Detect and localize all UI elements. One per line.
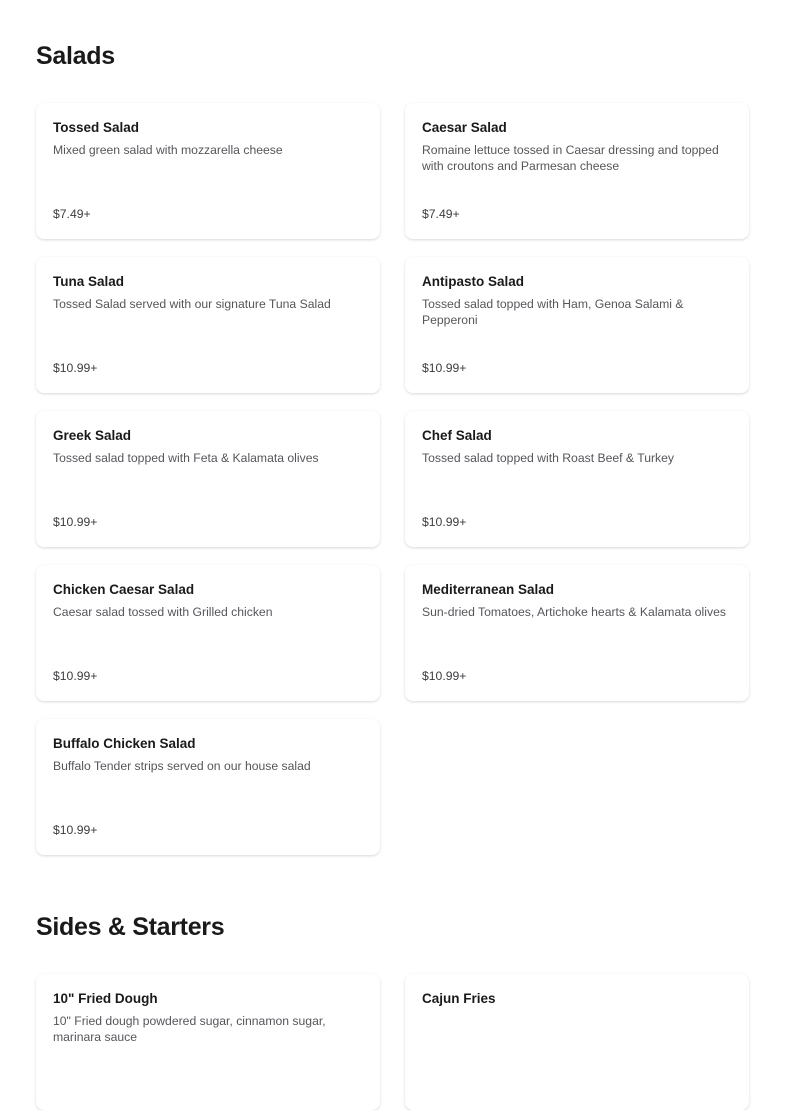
menu-item-name: Caesar Salad <box>422 120 507 135</box>
menu-item-price: $10.99+ <box>53 669 98 684</box>
card-spacer <box>53 312 363 362</box>
menu-item-description: Tossed salad topped with Feta & Kalamata olives <box>53 450 319 465</box>
menu-item-card[interactable] <box>36 257 380 393</box>
card-spacer <box>422 620 732 670</box>
menu-item-card[interactable] <box>405 257 749 393</box>
menu-item-name: Mediterranean Salad <box>422 582 555 597</box>
menu-item-card[interactable] <box>36 103 380 239</box>
menu-item-price: $10.99+ <box>53 515 98 530</box>
section-spacer <box>0 855 785 901</box>
menu-item-description: Tossed salad topped with Roast Beef & Turkey <box>422 450 675 465</box>
card-spacer <box>422 466 732 516</box>
card-spacer <box>422 174 732 207</box>
menu-item-description: Buffalo Tender strips served on our house salad <box>53 758 311 773</box>
card-spacer <box>422 1013 732 1093</box>
menu-item-description: Mixed green salad with mozzarella cheese <box>53 142 283 157</box>
menu-item-description: Tossed salad topped with Ham, Genoa Salami & Pepperoni <box>422 296 684 327</box>
menu-item-name: Buffalo Chicken Salad <box>53 736 196 751</box>
menu-item-name: Antipasto Salad <box>422 274 525 289</box>
card-spacer <box>53 774 363 824</box>
menu-item-name: Cajun Fries <box>422 991 496 1006</box>
menu-item-card[interactable] <box>405 411 749 547</box>
menu-item-price: $10.99+ <box>422 669 467 684</box>
menu-item-name: Chicken Caesar Salad <box>53 582 195 597</box>
menu-item-card[interactable] <box>405 103 749 239</box>
menu-item-card[interactable] <box>405 565 749 701</box>
menu-item-description: 10" Fried dough powdered sugar, cinnamon sugar, marinara sauce <box>53 1013 326 1044</box>
menu-item-name: Greek Salad <box>53 428 132 443</box>
menu-item-card[interactable] <box>36 411 380 547</box>
section-title-salads: Salads <box>36 42 115 70</box>
menu-item-description: Tossed Salad served with our signature Tuna Salad <box>53 296 331 311</box>
card-spacer <box>53 620 363 670</box>
menu-item-description: Romaine lettuce tossed in Caesar dressing and topped with croutons and Parmesan cheese <box>422 142 719 173</box>
salads-card-grid <box>36 103 749 855</box>
menu-item-price: $7.49+ <box>422 207 460 222</box>
menu-item-price: $10.99+ <box>53 361 98 376</box>
menu-item-description: Caesar salad tossed with Grilled chicken <box>53 604 273 619</box>
card-spacer <box>53 158 363 208</box>
menu-item-card[interactable] <box>36 719 380 855</box>
card-spacer <box>53 1045 363 1093</box>
card-spacer <box>422 328 732 361</box>
menu-item-card[interactable] <box>36 565 380 701</box>
menu-item-price: $10.99+ <box>422 515 467 530</box>
section-title-sides-starters: Sides & Starters <box>36 913 225 941</box>
menu-item-price: $10.99+ <box>422 361 467 376</box>
menu-item-name: Tuna Salad <box>53 274 125 289</box>
menu-item-description: Sun-dried Tomatoes, Artichoke hearts & Kalamata olives <box>422 604 726 619</box>
card-spacer <box>53 466 363 516</box>
menu-item-name: Chef Salad <box>422 428 492 443</box>
menu-item-name: 10" Fried Dough <box>53 991 158 1006</box>
menu-item-price: $10.99+ <box>53 823 98 838</box>
menu-item-price: $7.49+ <box>53 207 91 222</box>
menu-item-name: Tossed Salad <box>53 120 140 135</box>
menu-section-sides-starters <box>0 901 785 1110</box>
